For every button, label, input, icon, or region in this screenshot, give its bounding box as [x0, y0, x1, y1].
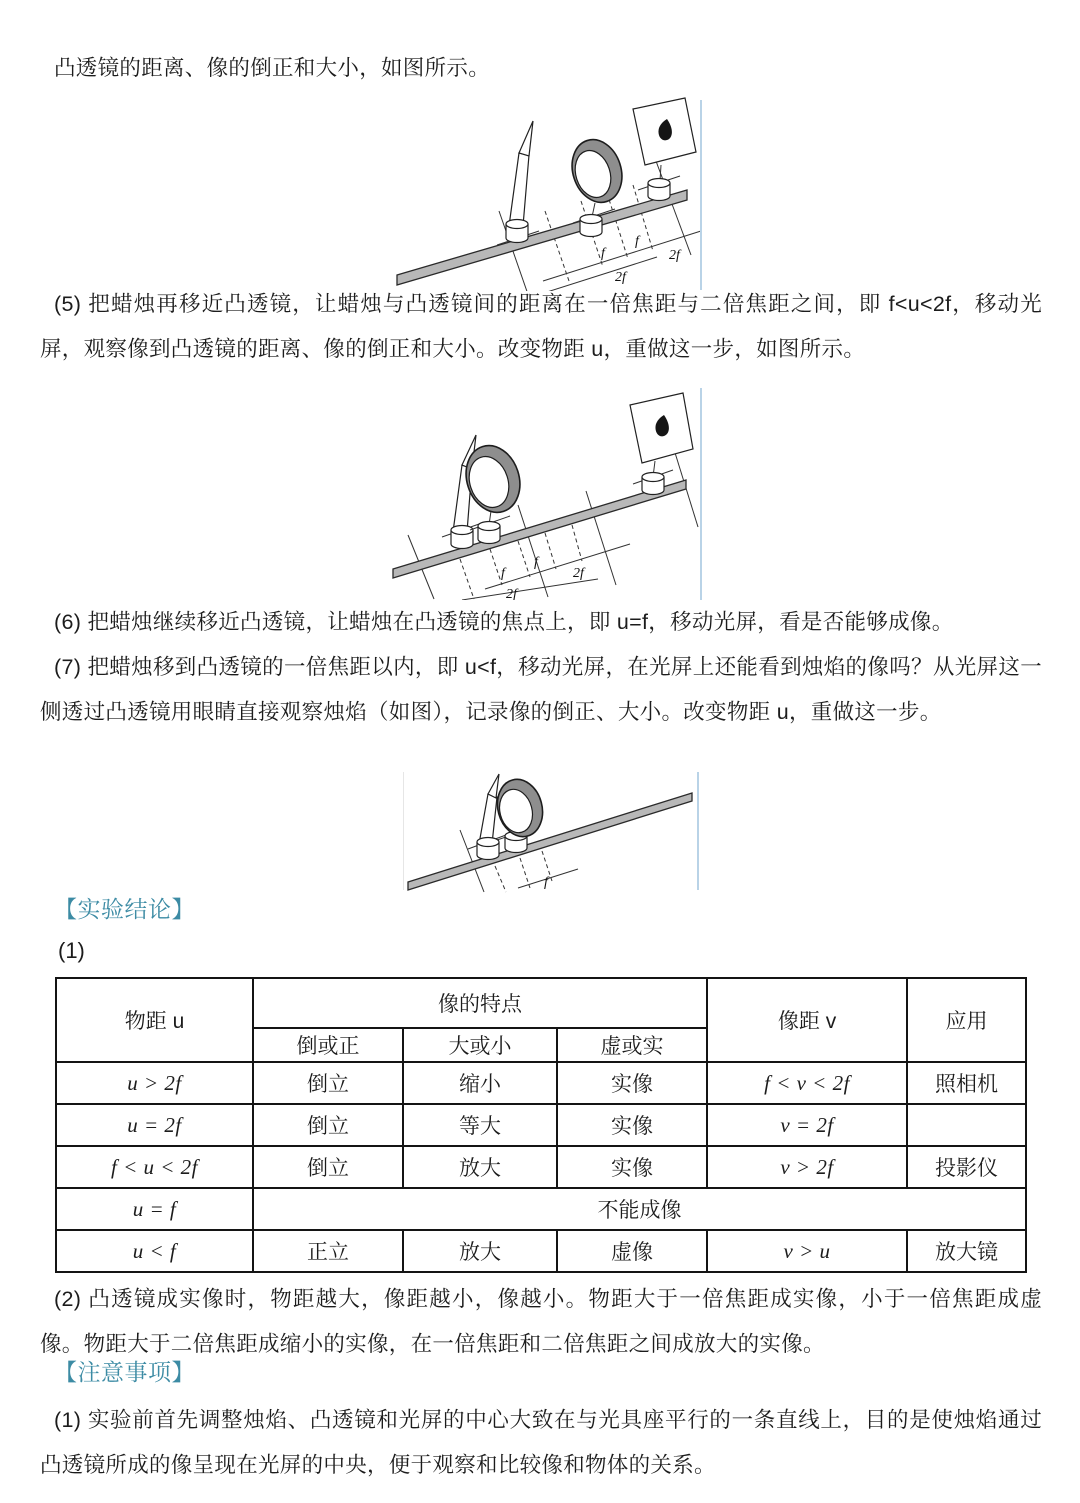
conclusion-item-1: (1) [58, 938, 85, 963]
svg-text:2f: 2f [615, 270, 626, 285]
optical-bench-diagram-2 [390, 387, 700, 600]
cell-app [907, 1104, 1026, 1146]
table-row [56, 1146, 1026, 1188]
optical-bench-diagram-1 [395, 95, 705, 291]
cell-app: 放大镜 [907, 1230, 1026, 1272]
optical-bench-diagram-3 [400, 772, 700, 894]
optical-rail [397, 190, 687, 285]
cell-nature: 实像 [557, 1146, 707, 1188]
paragraph-intro: 凸透镜的距离、像的倒正和大小，如图所示。 [54, 56, 491, 80]
section-header-conclusion: 【实验结论】 [54, 896, 195, 922]
col-header-image-traits: 像的特点 [253, 978, 707, 1028]
col-header-object-distance: 物距 u [56, 978, 253, 1062]
cell-v: v > u [707, 1230, 907, 1272]
cell-u-lt-f: u < f [56, 1230, 253, 1272]
cell-u-eq-f: u = f [56, 1188, 253, 1230]
screen [633, 98, 696, 201]
cell-size: 缩小 [403, 1062, 557, 1104]
cell-orient: 倒立 [253, 1062, 403, 1104]
col-header-size: 大或小 [403, 1028, 557, 1062]
image-edge-guide-1 [700, 100, 702, 290]
cell-size: 放大 [403, 1230, 557, 1272]
svg-text:f: f [601, 246, 605, 261]
cell-size: 放大 [403, 1146, 557, 1188]
paragraph-7: (7) 把蜡烛移到凸透镜的一倍焦距以内，即 u<f，移动光屏，在光屏上还能看到烛焰的像吗？从光屏这一侧透过凸透镜用眼睛直接观察烛焰（如图），记录像的倒正、大小。改变物距 u，重做这一步。 [40, 655, 1042, 724]
cell-nature: 虚像 [557, 1230, 707, 1272]
distance-labels [544, 875, 550, 890]
table-row [56, 1062, 1026, 1104]
candle [497, 121, 539, 245]
svg-text:f: f [501, 566, 505, 581]
col-header-application: 应用 [907, 978, 1026, 1062]
optical-rail [393, 480, 686, 578]
image-edge-guide-3 [697, 772, 699, 890]
cell-nature: 实像 [557, 1062, 707, 1104]
table-row [56, 1230, 1026, 1272]
col-header-nature: 虚或实 [557, 1028, 707, 1062]
cell-no-image: 不能成像 [253, 1188, 1026, 1230]
conclusion-item-2: (2) 凸透镜成实像时，物距越大，像距越小，像越小。物距大于一倍焦距成实像，小于一倍焦距成虚像。物距大于二倍焦距成缩小的实像，在一倍焦距和二倍焦距之间成放大的实像。 [40, 1287, 1042, 1356]
svg-text:2f: 2f [669, 248, 680, 263]
col-header-orientation: 倒或正 [253, 1028, 403, 1062]
svg-text:2f: 2f [573, 566, 584, 581]
paragraph-6: (6) 把蜡烛继续移近凸透镜，让蜡烛在凸透镜的焦点上，即 u=f，移动光屏，看是否能够成像。 [54, 610, 954, 634]
col-header-image-distance: 像距 v [707, 978, 907, 1062]
svg-text:2f: 2f [506, 587, 517, 600]
convex-lens [564, 133, 629, 236]
cell-nature: 实像 [557, 1104, 707, 1146]
cell-f-u-2f: f < u < 2f [56, 1146, 253, 1188]
distance-labels [601, 234, 682, 285]
section-header-notes: 【注意事项】 [54, 1359, 195, 1385]
cell-orient: 正立 [253, 1230, 403, 1272]
cell-orient: 倒立 [253, 1146, 403, 1188]
table-row [56, 1104, 1026, 1146]
cell-size: 等大 [403, 1104, 557, 1146]
paragraph-5: (5) 把蜡烛再移近凸透镜，让蜡烛与凸透镜间的距离在一倍焦距与二倍焦距之间，即 f<u<2f，移动光屏，观察像到凸透镜的距离、像的倒正和大小。改变物距 u，重做这一步，如图所示。 [40, 292, 1042, 361]
cell-v: v = 2f [707, 1104, 907, 1146]
cell-v: v > 2f [707, 1146, 907, 1188]
cell-app: 投影仪 [907, 1146, 1026, 1188]
cell-u-gt-2f: u > 2f [56, 1062, 253, 1104]
cell-v: f < v < 2f [707, 1062, 907, 1104]
svg-text:f: f [534, 555, 538, 570]
cell-orient: 倒立 [253, 1104, 403, 1146]
lens-imaging-results-table [55, 977, 1027, 1273]
svg-text:f: f [544, 875, 548, 890]
image-edge-guide-2 [700, 388, 702, 600]
table-row [56, 1188, 1026, 1230]
note-1: (1) 实验前首先调整烛焰、凸透镜和光屏的中心大致在与光具座平行的一条直线上，目的是使烛焰通过凸透镜所成的像呈现在光屏的中央，便于观察和比较像和物体的关系。 [40, 1408, 1042, 1477]
cell-u-eq-2f: u = 2f [56, 1104, 253, 1146]
svg-text:f: f [635, 234, 639, 249]
cell-app: 照相机 [907, 1062, 1026, 1104]
optical-rail [408, 793, 692, 890]
